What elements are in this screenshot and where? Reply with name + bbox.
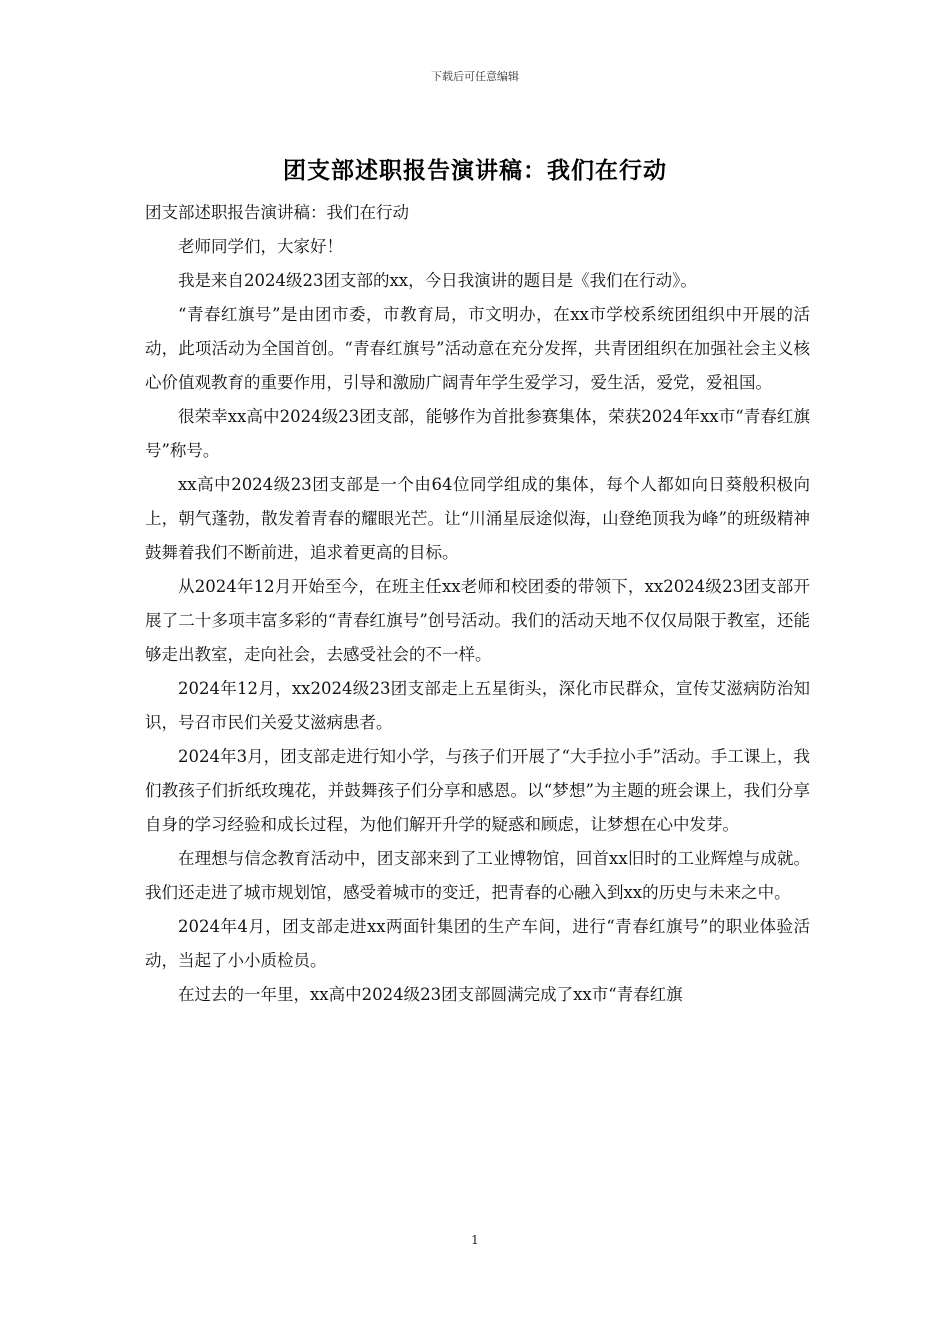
paragraph-honor: 很荣幸xx高中2024级23团支部，能够作为首批参赛集体，荣获2024年xx市“青春红旗号”称号。 <box>145 407 810 460</box>
paragraph-workshop: 2024年4月，团支部走进xx两面针集团的生产车间，进行“青春红旗号”的职业体验活动，当起了小小质检员。 <box>145 917 810 970</box>
paragraph-aids-awareness: 2024年12月，xx2024级23团支部走上五星街头，深化市民群众，宣传艾滋病防治知识，号召市民们关爱艾滋病患者。 <box>145 679 810 732</box>
paragraph-activity-background: “青春红旗号”是由团市委，市教育局，市文明办，在xx市学校系统团组织中开展的活动，此项活动为全国首创。“青春红旗号”活动意在充分发挥，共青团组织在加强社会主义核心价值观教育的重要作用，引导和激励广阔青年学生爱学习，爱生活，爱党，爱祖国。 <box>145 305 810 392</box>
paragraph-intro: 我是来自2024级23团支部的xx，今日我演讲的题目是《我们在行动》。 <box>178 271 697 290</box>
paragraph-greeting: 老师同学们，大家好！ <box>178 237 343 256</box>
paragraph-collective: xx高中2024级23团支部是一个由64位同学组成的集体，每个人都如向日葵般积极向上，朝气蓬勃，散发着青春的耀眼光芒。让“川涌星辰途似海，山登绝顶我为峰”的班级精神鼓舞着我们不断前进，追求着更高的目标。 <box>145 475 810 562</box>
header-note: 下载后可任意编辑 <box>431 70 519 83</box>
page-number: 1 <box>471 1233 479 1247</box>
document-title: 团支部述职报告演讲稿：我们在行动 <box>283 157 667 184</box>
paragraph-museum: 在理想与信念教育活动中，团支部来到了工业博物馆，回首xx旧时的工业辉煌与成就。我们还走进了城市规划馆，感受着城市的变迁，把青春的心融入到xx的历史与未来之中。 <box>145 849 810 902</box>
paragraph-activities-overview: 从2024年12月开始至今，在班主任xx老师和校团委的带领下，xx2024级23团支部开展了二十多项丰富多彩的“青春红旗号”创号活动。我们的活动天地不仅仅局限于教室，还能够走出教室，走向社会，去感受社会的不一样。 <box>145 577 810 664</box>
document-body <box>145 196 810 1012</box>
paragraph-primary-school: 2024年3月，团支部走进行知小学，与孩子们开展了“大手拉小手”活动。手工课上，我们教孩子们折纸玫瑰花，并鼓舞孩子们分享和感恩。以“梦想”为主题的班会课上，我们分享自身的学习经验和成长过程，为他们解开升学的疑惑和顾虑，让梦想在心中发芽。 <box>145 747 810 834</box>
subtitle-line: 团支部述职报告演讲稿：我们在行动 <box>145 203 409 222</box>
paragraph-past-year: 在过去的一年里，xx高中2024级23团支部圆满完成了xx市“青春红旗 <box>178 985 683 1004</box>
